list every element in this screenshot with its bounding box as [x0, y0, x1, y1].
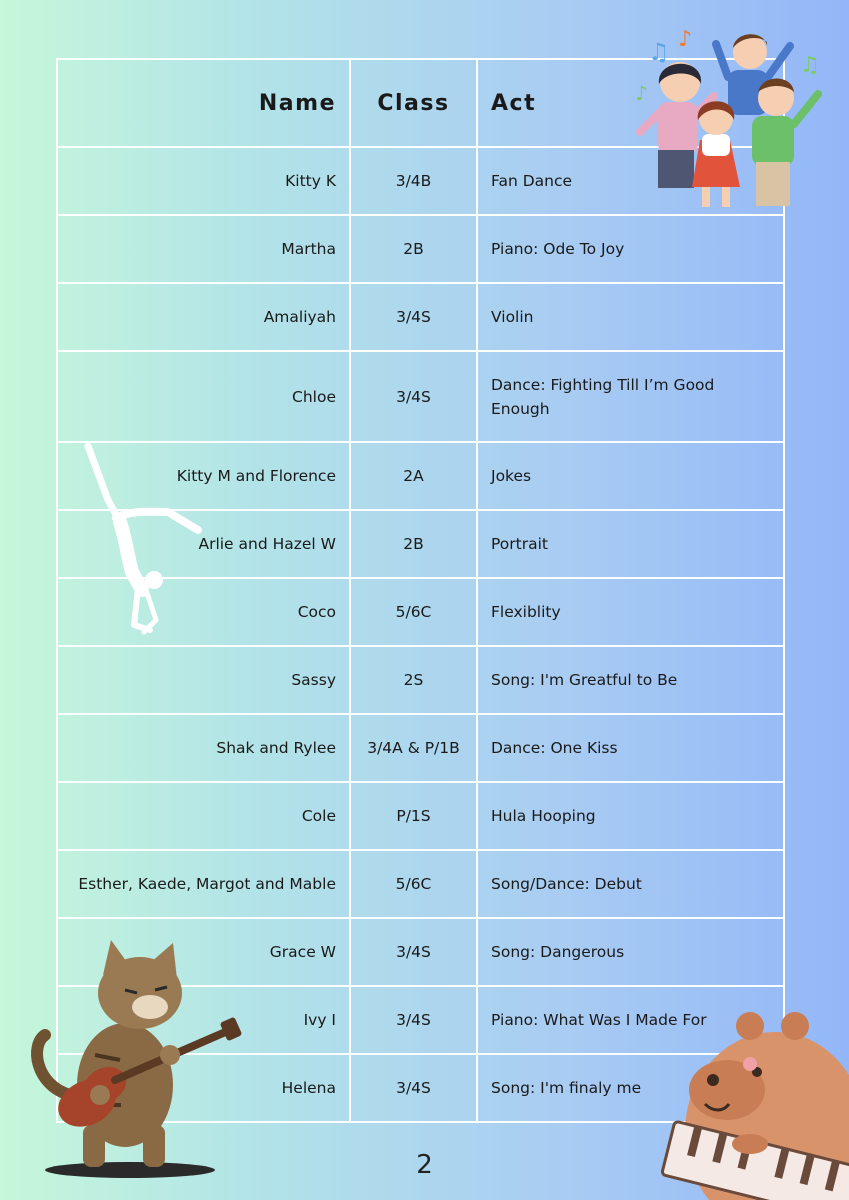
row-act: Dance: Fighting Till I’m Good Enough: [477, 351, 784, 442]
row-name: Amaliyah: [57, 283, 350, 351]
row-name: Martha: [57, 215, 350, 283]
row-name: Ivy I: [57, 986, 350, 1054]
row-act: Piano: Ode To Joy: [477, 215, 784, 283]
row-class: P/1S: [350, 782, 477, 850]
row-class: 3/4S: [350, 351, 477, 442]
row-class: 3/4S: [350, 283, 477, 351]
table-row: [57, 646, 784, 714]
row-act: Song: I'm Greatful to Be: [477, 646, 784, 714]
row-name: Chloe: [57, 351, 350, 442]
row-name: Kitty K: [57, 147, 350, 215]
table-row: [57, 782, 784, 850]
svg-text:♪: ♪: [678, 27, 693, 52]
row-class: 5/6C: [350, 850, 477, 918]
row-class: 3/4S: [350, 986, 477, 1054]
row-name: Helena: [57, 1054, 350, 1122]
gymnast-silhouette-icon: [80, 440, 205, 640]
row-name: Shak and Rylee: [57, 714, 350, 782]
table-row: [57, 850, 784, 918]
page-number: 2: [416, 1150, 433, 1180]
row-class: 2B: [350, 510, 477, 578]
table-row: [57, 215, 784, 283]
cat-guitar-icon: [25, 935, 250, 1185]
row-act: Violin: [477, 283, 784, 351]
row-class: 3/4S: [350, 1054, 477, 1122]
row-name: Coco: [57, 578, 350, 646]
row-class: 2A: [350, 442, 477, 510]
svg-text:♫: ♫: [800, 53, 820, 78]
row-name: Arlie and Hazel W: [57, 510, 350, 578]
row-class: 2S: [350, 646, 477, 714]
table-row: [57, 714, 784, 782]
row-class: 5/6C: [350, 578, 477, 646]
row-name: Kitty M and Florence: [57, 442, 350, 510]
row-act: Song: Dangerous: [477, 918, 784, 986]
row-act: Portrait: [477, 510, 784, 578]
svg-text:♫: ♫: [648, 38, 670, 66]
row-act: Piano: What Was I Made For: [477, 986, 784, 1054]
row-class: 2B: [350, 215, 477, 283]
row-name: Grace W: [57, 918, 350, 986]
row-act: Fan Dance: [477, 147, 784, 215]
row-act: Dance: One Kiss: [477, 714, 784, 782]
row-class: 3/4A & P/1B: [350, 714, 477, 782]
svg-text:♪: ♪: [635, 81, 648, 105]
column-header-class: Class: [350, 59, 477, 147]
singing-children-icon: [630, 22, 830, 222]
row-class: 3/4S: [350, 918, 477, 986]
row-class: 3/4B: [350, 147, 477, 215]
row-act: Flexiblity: [477, 578, 784, 646]
row-act: Song: I'm finaly me: [477, 1054, 784, 1122]
table-row: [57, 283, 784, 351]
column-header-act: Act: [477, 59, 784, 147]
row-act: Hula Hooping: [477, 782, 784, 850]
row-name: Esther, Kaede, Margot and Mable: [57, 850, 350, 918]
column-header-name: Name: [57, 59, 350, 147]
table-row: [57, 351, 784, 442]
row-name: Sassy: [57, 646, 350, 714]
row-name: Cole: [57, 782, 350, 850]
row-act: Song/Dance: Debut: [477, 850, 784, 918]
row-act: Jokes: [477, 442, 784, 510]
